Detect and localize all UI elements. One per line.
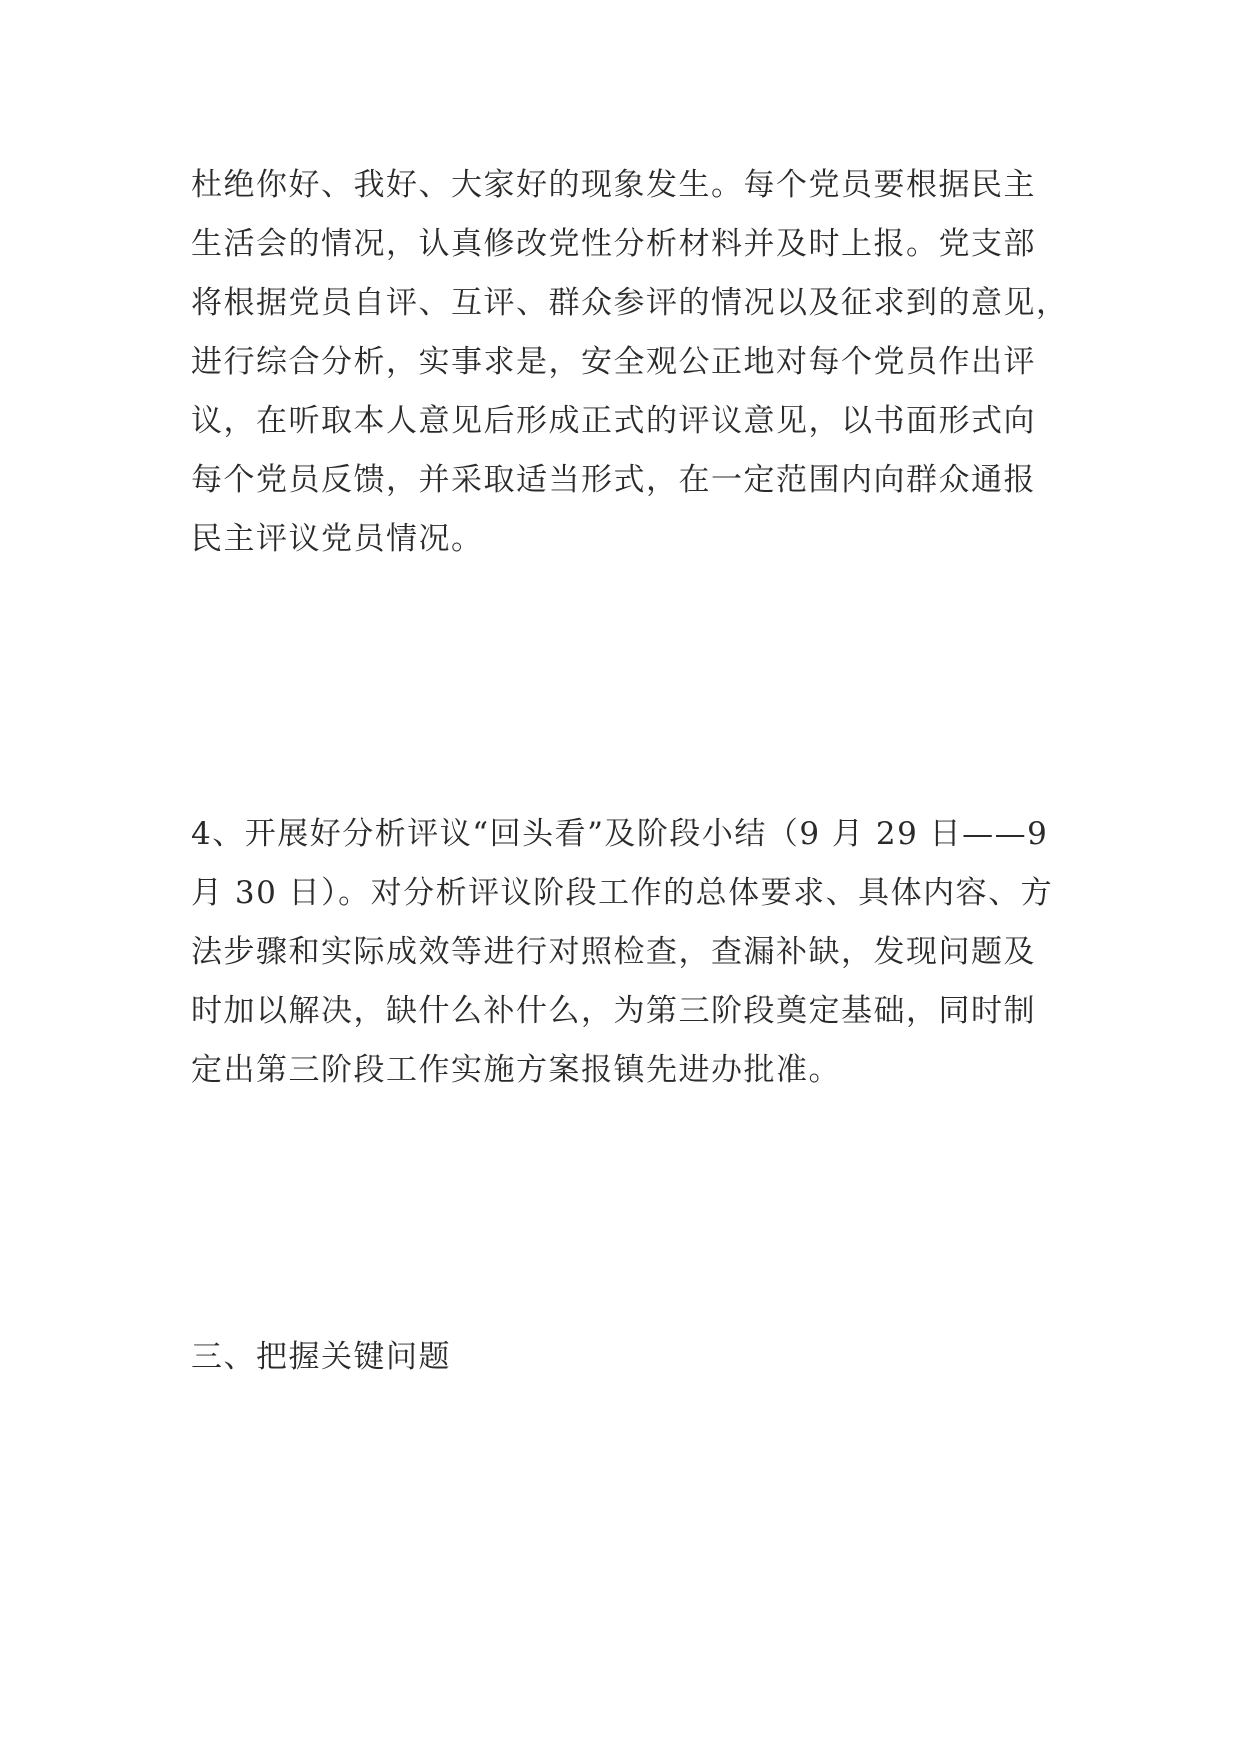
text-line: 每个党员反馈，并采取适当形式，在一定范围内向群众通报 (191, 462, 1036, 498)
section-heading: 三、把握关键问题 (191, 1339, 451, 1375)
text-line: 时加以解决，缺什么补什么，为第三阶段奠定基础，同时制 (191, 993, 1036, 1029)
text-line: 进行综合分析，实事求是，安全观公正地对每个党员作出评 (191, 344, 1036, 380)
text-line: 生活会的情况，认真修改党性分析材料并及时上报。党支部 (191, 226, 1036, 262)
text-line: 民主评议党员情况。 (191, 521, 484, 557)
text-line: 杜绝你好、我好、大家好的现象发生。每个党员要根据民主 (191, 167, 1036, 203)
text-line: 法步骤和实际成效等进行对照检查，查漏补缺，发现问题及 (191, 934, 1036, 970)
text-line: 将根据党员自评、互评、群众参评的情况以及征求到的意见， (191, 285, 1069, 321)
text-line: 4、开展好分析评议“回头看”及阶段小结（9 月 29 日——9 (191, 816, 1049, 852)
text-line: 定出第三阶段工作实施方案报镇先进办批准。 (191, 1052, 841, 1088)
text-line: 议，在听取本人意见后形成正式的评议意见，以书面形式向 (191, 403, 1036, 439)
text-line: 月 30 日）。对分析评议阶段工作的总体要求、具体内容、方 (191, 875, 1054, 911)
